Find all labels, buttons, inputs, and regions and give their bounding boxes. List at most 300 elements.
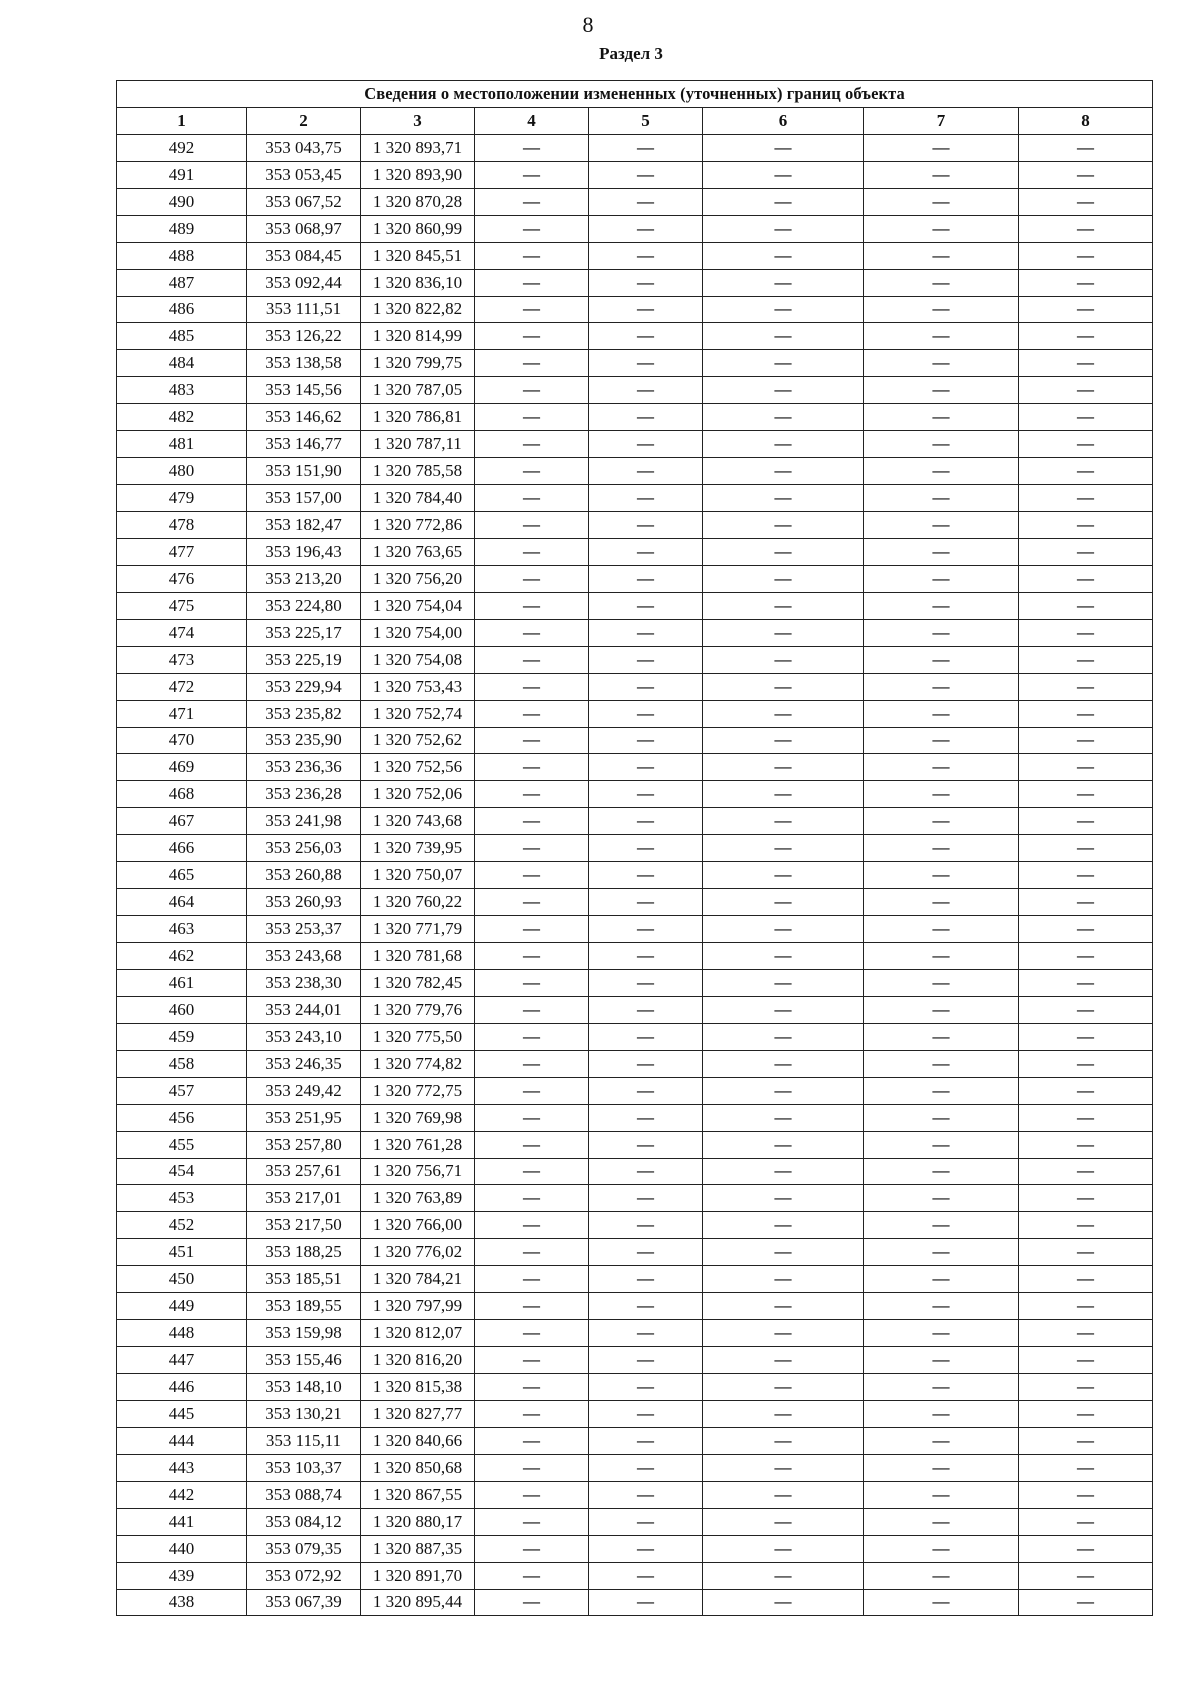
y-coordinate-cell: 1 320 850,68: [361, 1454, 475, 1481]
x-coordinate-cell: 353 235,82: [247, 700, 361, 727]
empty-value-cell-col-6: —: [703, 1508, 864, 1535]
empty-value-cell-col-5: —: [589, 1562, 703, 1589]
empty-value-cell-col-5: —: [589, 242, 703, 269]
empty-value-cell-col-6: —: [703, 485, 864, 512]
point-number-cell: 488: [117, 242, 247, 269]
x-coordinate-cell: 353 111,51: [247, 296, 361, 323]
empty-value-cell-col-8: —: [1019, 1050, 1153, 1077]
empty-value-cell-col-6: —: [703, 1589, 864, 1616]
point-number-cell: 464: [117, 889, 247, 916]
table-row: [117, 485, 1153, 512]
x-coordinate-cell: 353 244,01: [247, 996, 361, 1023]
empty-value-cell-col-5: —: [589, 700, 703, 727]
empty-value-cell-col-4: —: [475, 431, 589, 458]
empty-value-cell-col-5: —: [589, 377, 703, 404]
empty-value-cell-col-8: —: [1019, 916, 1153, 943]
empty-value-cell-col-8: —: [1019, 781, 1153, 808]
empty-value-cell-col-4: —: [475, 134, 589, 161]
empty-value-cell-col-7: —: [864, 269, 1019, 296]
table-row: [117, 835, 1153, 862]
point-number-cell: 444: [117, 1427, 247, 1454]
y-coordinate-cell: 1 320 785,58: [361, 458, 475, 485]
empty-value-cell-col-6: —: [703, 1185, 864, 1212]
empty-value-cell-col-8: —: [1019, 1400, 1153, 1427]
y-coordinate-cell: 1 320 760,22: [361, 889, 475, 916]
empty-value-cell-col-8: —: [1019, 619, 1153, 646]
y-coordinate-cell: 1 320 752,62: [361, 727, 475, 754]
y-coordinate-cell: 1 320 754,04: [361, 592, 475, 619]
empty-value-cell-col-5: —: [589, 646, 703, 673]
page-number: 8: [582, 12, 594, 37]
empty-value-cell-col-7: —: [864, 808, 1019, 835]
empty-value-cell-col-7: —: [864, 161, 1019, 188]
empty-value-cell-col-4: —: [475, 1427, 589, 1454]
point-number-cell: 454: [117, 1158, 247, 1185]
y-coordinate-cell: 1 320 756,20: [361, 565, 475, 592]
empty-value-cell-col-4: —: [475, 1239, 589, 1266]
empty-value-cell-col-7: —: [864, 1589, 1019, 1616]
empty-value-cell-col-8: —: [1019, 161, 1153, 188]
empty-value-cell-col-8: —: [1019, 808, 1153, 835]
empty-value-cell-col-5: —: [589, 323, 703, 350]
x-coordinate-cell: 353 229,94: [247, 673, 361, 700]
x-coordinate-cell: 353 235,90: [247, 727, 361, 754]
x-coordinate-cell: 353 217,01: [247, 1185, 361, 1212]
x-coordinate-cell: 353 138,58: [247, 350, 361, 377]
empty-value-cell-col-8: —: [1019, 269, 1153, 296]
empty-value-cell-col-6: —: [703, 1104, 864, 1131]
y-coordinate-cell: 1 320 766,00: [361, 1212, 475, 1239]
empty-value-cell-col-5: —: [589, 943, 703, 970]
point-number-cell: 481: [117, 431, 247, 458]
x-coordinate-cell: 353 246,35: [247, 1050, 361, 1077]
empty-value-cell-col-6: —: [703, 269, 864, 296]
x-coordinate-cell: 353 146,62: [247, 404, 361, 431]
y-coordinate-cell: 1 320 893,90: [361, 161, 475, 188]
empty-value-cell-col-5: —: [589, 916, 703, 943]
table-row: [117, 1508, 1153, 1535]
empty-value-cell-col-7: —: [864, 1077, 1019, 1104]
x-coordinate-cell: 353 126,22: [247, 323, 361, 350]
column-header-row: [117, 107, 1153, 134]
y-coordinate-cell: 1 320 771,79: [361, 916, 475, 943]
point-number-cell: 491: [117, 161, 247, 188]
empty-value-cell-col-5: —: [589, 350, 703, 377]
point-number-cell: 473: [117, 646, 247, 673]
point-number-cell: 492: [117, 134, 247, 161]
empty-value-cell-col-4: —: [475, 1050, 589, 1077]
empty-value-cell-col-8: —: [1019, 377, 1153, 404]
y-coordinate-cell: 1 320 787,11: [361, 431, 475, 458]
empty-value-cell-col-8: —: [1019, 727, 1153, 754]
y-coordinate-cell: 1 320 753,43: [361, 673, 475, 700]
empty-value-cell-col-5: —: [589, 1104, 703, 1131]
empty-value-cell-col-6: —: [703, 592, 864, 619]
table-row: [117, 1266, 1153, 1293]
empty-value-cell-col-5: —: [589, 485, 703, 512]
empty-value-cell-col-4: —: [475, 1508, 589, 1535]
empty-value-cell-col-7: —: [864, 1212, 1019, 1239]
x-coordinate-cell: 353 236,28: [247, 781, 361, 808]
empty-value-cell-col-6: —: [703, 1481, 864, 1508]
y-coordinate-cell: 1 320 775,50: [361, 1023, 475, 1050]
empty-value-cell-col-4: —: [475, 1266, 589, 1293]
empty-value-cell-col-5: —: [589, 1427, 703, 1454]
table-row: [117, 969, 1153, 996]
empty-value-cell-col-4: —: [475, 808, 589, 835]
empty-value-cell-col-7: —: [864, 1400, 1019, 1427]
table-row: [117, 808, 1153, 835]
empty-value-cell-col-8: —: [1019, 296, 1153, 323]
empty-value-cell-col-6: —: [703, 1050, 864, 1077]
empty-value-cell-col-7: —: [864, 377, 1019, 404]
empty-value-cell-col-4: —: [475, 1131, 589, 1158]
column-header-3: 3: [361, 107, 475, 134]
point-number-cell: 478: [117, 512, 247, 539]
empty-value-cell-col-6: —: [703, 1400, 864, 1427]
y-coordinate-cell: 1 320 891,70: [361, 1562, 475, 1589]
empty-value-cell-col-4: —: [475, 835, 589, 862]
table-row: [117, 1293, 1153, 1320]
point-number-cell: 451: [117, 1239, 247, 1266]
point-number-cell: 445: [117, 1400, 247, 1427]
empty-value-cell-col-7: —: [864, 835, 1019, 862]
empty-value-cell-col-8: —: [1019, 215, 1153, 242]
table-row: [117, 1481, 1153, 1508]
point-number-cell: 462: [117, 943, 247, 970]
empty-value-cell-col-5: —: [589, 781, 703, 808]
x-coordinate-cell: 353 236,36: [247, 754, 361, 781]
empty-value-cell-col-5: —: [589, 1454, 703, 1481]
table-row: [117, 431, 1153, 458]
empty-value-cell-col-6: —: [703, 1427, 864, 1454]
point-number-cell: 441: [117, 1508, 247, 1535]
empty-value-cell-col-6: —: [703, 296, 864, 323]
table-row: [117, 458, 1153, 485]
y-coordinate-cell: 1 320 845,51: [361, 242, 475, 269]
empty-value-cell-col-6: —: [703, 1239, 864, 1266]
empty-value-cell-col-7: —: [864, 1320, 1019, 1347]
empty-value-cell-col-6: —: [703, 1293, 864, 1320]
empty-value-cell-col-6: —: [703, 1158, 864, 1185]
point-number-cell: 468: [117, 781, 247, 808]
table-row: [117, 215, 1153, 242]
empty-value-cell-col-7: —: [864, 1050, 1019, 1077]
empty-value-cell-col-8: —: [1019, 1185, 1153, 1212]
empty-value-cell-col-8: —: [1019, 1481, 1153, 1508]
empty-value-cell-col-7: —: [864, 1185, 1019, 1212]
empty-value-cell-col-6: —: [703, 242, 864, 269]
empty-value-cell-col-6: —: [703, 538, 864, 565]
empty-value-cell-col-8: —: [1019, 700, 1153, 727]
y-coordinate-cell: 1 320 786,81: [361, 404, 475, 431]
x-coordinate-cell: 353 103,37: [247, 1454, 361, 1481]
table-row: [117, 916, 1153, 943]
empty-value-cell-col-8: —: [1019, 1535, 1153, 1562]
empty-value-cell-col-5: —: [589, 404, 703, 431]
table-row: [117, 1023, 1153, 1050]
empty-value-cell-col-7: —: [864, 592, 1019, 619]
empty-value-cell-col-6: —: [703, 377, 864, 404]
empty-value-cell-col-8: —: [1019, 1212, 1153, 1239]
empty-value-cell-col-6: —: [703, 458, 864, 485]
empty-value-cell-col-5: —: [589, 673, 703, 700]
x-coordinate-cell: 353 088,74: [247, 1481, 361, 1508]
empty-value-cell-col-4: —: [475, 996, 589, 1023]
point-number-cell: 459: [117, 1023, 247, 1050]
table-row: [117, 1427, 1153, 1454]
empty-value-cell-col-5: —: [589, 538, 703, 565]
empty-value-cell-col-7: —: [864, 458, 1019, 485]
x-coordinate-cell: 353 053,45: [247, 161, 361, 188]
section-title: Раздел 3: [599, 44, 663, 63]
table-caption: Сведения о местоположении измененных (уточненных) границ объекта: [117, 81, 1153, 108]
empty-value-cell-col-6: —: [703, 969, 864, 996]
empty-value-cell-col-4: —: [475, 404, 589, 431]
empty-value-cell-col-4: —: [475, 188, 589, 215]
point-number-cell: 472: [117, 673, 247, 700]
empty-value-cell-col-5: —: [589, 1185, 703, 1212]
empty-value-cell-col-5: —: [589, 458, 703, 485]
y-coordinate-cell: 1 320 887,35: [361, 1535, 475, 1562]
table-row: [117, 1104, 1153, 1131]
empty-value-cell-col-5: —: [589, 592, 703, 619]
table-row: [117, 727, 1153, 754]
empty-value-cell-col-5: —: [589, 1535, 703, 1562]
y-coordinate-cell: 1 320 784,40: [361, 485, 475, 512]
x-coordinate-cell: 353 084,12: [247, 1508, 361, 1535]
point-number-cell: 438: [117, 1589, 247, 1616]
point-number-cell: 449: [117, 1293, 247, 1320]
empty-value-cell-col-7: —: [864, 1023, 1019, 1050]
empty-value-cell-col-7: —: [864, 916, 1019, 943]
table-row: [117, 592, 1153, 619]
table-row: [117, 242, 1153, 269]
table-row: [117, 1077, 1153, 1104]
table-body: [117, 134, 1153, 1616]
y-coordinate-cell: 1 320 822,82: [361, 296, 475, 323]
point-number-cell: 471: [117, 700, 247, 727]
y-coordinate-cell: 1 320 781,68: [361, 943, 475, 970]
empty-value-cell-col-4: —: [475, 1589, 589, 1616]
point-number-cell: 475: [117, 592, 247, 619]
y-coordinate-cell: 1 320 893,71: [361, 134, 475, 161]
empty-value-cell-col-8: —: [1019, 969, 1153, 996]
point-number-cell: 487: [117, 269, 247, 296]
y-coordinate-cell: 1 320 763,65: [361, 538, 475, 565]
empty-value-cell-col-8: —: [1019, 943, 1153, 970]
empty-value-cell-col-5: —: [589, 1374, 703, 1401]
y-coordinate-cell: 1 320 776,02: [361, 1239, 475, 1266]
point-number-cell: 456: [117, 1104, 247, 1131]
empty-value-cell-col-4: —: [475, 1481, 589, 1508]
empty-value-cell-col-6: —: [703, 673, 864, 700]
empty-value-cell-col-6: —: [703, 835, 864, 862]
point-number-cell: 480: [117, 458, 247, 485]
y-coordinate-cell: 1 320 814,99: [361, 323, 475, 350]
empty-value-cell-col-7: —: [864, 1562, 1019, 1589]
empty-value-cell-col-4: —: [475, 1347, 589, 1374]
empty-value-cell-col-5: —: [589, 296, 703, 323]
empty-value-cell-col-7: —: [864, 404, 1019, 431]
empty-value-cell-col-7: —: [864, 1239, 1019, 1266]
x-coordinate-cell: 353 224,80: [247, 592, 361, 619]
empty-value-cell-col-6: —: [703, 862, 864, 889]
point-number-cell: 446: [117, 1374, 247, 1401]
empty-value-cell-col-7: —: [864, 565, 1019, 592]
empty-value-cell-col-7: —: [864, 1374, 1019, 1401]
y-coordinate-cell: 1 320 772,86: [361, 512, 475, 539]
y-coordinate-cell: 1 320 761,28: [361, 1131, 475, 1158]
empty-value-cell-col-8: —: [1019, 889, 1153, 916]
empty-value-cell-col-5: —: [589, 1212, 703, 1239]
empty-value-cell-col-8: —: [1019, 1320, 1153, 1347]
empty-value-cell-col-8: —: [1019, 323, 1153, 350]
y-coordinate-cell: 1 320 752,06: [361, 781, 475, 808]
table-row: [117, 862, 1153, 889]
empty-value-cell-col-8: —: [1019, 673, 1153, 700]
table-row: [117, 404, 1153, 431]
empty-value-cell-col-6: —: [703, 916, 864, 943]
x-coordinate-cell: 353 157,00: [247, 485, 361, 512]
empty-value-cell-col-8: —: [1019, 512, 1153, 539]
empty-value-cell-col-5: —: [589, 1050, 703, 1077]
empty-value-cell-col-5: —: [589, 727, 703, 754]
point-number-cell: 442: [117, 1481, 247, 1508]
empty-value-cell-col-7: —: [864, 350, 1019, 377]
x-coordinate-cell: 353 249,42: [247, 1077, 361, 1104]
empty-value-cell-col-4: —: [475, 1023, 589, 1050]
point-number-cell: 457: [117, 1077, 247, 1104]
empty-value-cell-col-7: —: [864, 431, 1019, 458]
x-coordinate-cell: 353 256,03: [247, 835, 361, 862]
point-number-cell: 439: [117, 1562, 247, 1589]
x-coordinate-cell: 353 253,37: [247, 916, 361, 943]
table-row: [117, 1131, 1153, 1158]
y-coordinate-cell: 1 320 840,66: [361, 1427, 475, 1454]
point-number-cell: 474: [117, 619, 247, 646]
empty-value-cell-col-7: —: [864, 1293, 1019, 1320]
empty-value-cell-col-7: —: [864, 1481, 1019, 1508]
empty-value-cell-col-4: —: [475, 1454, 589, 1481]
table-row: [117, 619, 1153, 646]
x-coordinate-cell: 353 257,61: [247, 1158, 361, 1185]
point-number-cell: 470: [117, 727, 247, 754]
table-row: [117, 781, 1153, 808]
table-row: [117, 1562, 1153, 1589]
y-coordinate-cell: 1 320 774,82: [361, 1050, 475, 1077]
empty-value-cell-col-6: —: [703, 1266, 864, 1293]
empty-value-cell-col-5: —: [589, 1158, 703, 1185]
table-row: [117, 1185, 1153, 1212]
empty-value-cell-col-8: —: [1019, 565, 1153, 592]
empty-value-cell-col-6: —: [703, 188, 864, 215]
point-number-cell: 447: [117, 1347, 247, 1374]
empty-value-cell-col-6: —: [703, 512, 864, 539]
empty-value-cell-col-4: —: [475, 377, 589, 404]
empty-value-cell-col-5: —: [589, 565, 703, 592]
empty-value-cell-col-4: —: [475, 296, 589, 323]
x-coordinate-cell: 353 243,10: [247, 1023, 361, 1050]
empty-value-cell-col-6: —: [703, 215, 864, 242]
empty-value-cell-col-8: —: [1019, 592, 1153, 619]
empty-value-cell-col-5: —: [589, 808, 703, 835]
empty-value-cell-col-8: —: [1019, 1293, 1153, 1320]
empty-value-cell-col-8: —: [1019, 404, 1153, 431]
empty-value-cell-col-8: —: [1019, 1023, 1153, 1050]
empty-value-cell-col-5: —: [589, 1131, 703, 1158]
empty-value-cell-col-5: —: [589, 188, 703, 215]
x-coordinate-cell: 353 225,19: [247, 646, 361, 673]
empty-value-cell-col-4: —: [475, 538, 589, 565]
y-coordinate-cell: 1 320 750,07: [361, 862, 475, 889]
column-header-1: 1: [117, 107, 247, 134]
empty-value-cell-col-6: —: [703, 646, 864, 673]
empty-value-cell-col-4: —: [475, 592, 589, 619]
empty-value-cell-col-4: —: [475, 969, 589, 996]
empty-value-cell-col-8: —: [1019, 350, 1153, 377]
y-coordinate-cell: 1 320 743,68: [361, 808, 475, 835]
empty-value-cell-col-6: —: [703, 781, 864, 808]
x-coordinate-cell: 353 189,55: [247, 1293, 361, 1320]
empty-value-cell-col-5: —: [589, 1347, 703, 1374]
empty-value-cell-col-6: —: [703, 889, 864, 916]
empty-value-cell-col-6: —: [703, 996, 864, 1023]
table-row: [117, 1400, 1153, 1427]
coordinates-table: [116, 80, 1153, 1616]
column-header-8: 8: [1019, 107, 1153, 134]
point-number-cell: 450: [117, 1266, 247, 1293]
empty-value-cell-col-6: —: [703, 1320, 864, 1347]
empty-value-cell-col-4: —: [475, 1535, 589, 1562]
empty-value-cell-col-4: —: [475, 512, 589, 539]
table-row: [117, 996, 1153, 1023]
table-row: [117, 1050, 1153, 1077]
x-coordinate-cell: 353 067,52: [247, 188, 361, 215]
empty-value-cell-col-4: —: [475, 619, 589, 646]
point-number-cell: 458: [117, 1050, 247, 1077]
empty-value-cell-col-5: —: [589, 1266, 703, 1293]
empty-value-cell-col-8: —: [1019, 1454, 1153, 1481]
table-row: [117, 269, 1153, 296]
empty-value-cell-col-7: —: [864, 134, 1019, 161]
table-row: [117, 673, 1153, 700]
empty-value-cell-col-5: —: [589, 835, 703, 862]
empty-value-cell-col-7: —: [864, 296, 1019, 323]
empty-value-cell-col-6: —: [703, 808, 864, 835]
y-coordinate-cell: 1 320 787,05: [361, 377, 475, 404]
table-row: [117, 1320, 1153, 1347]
empty-value-cell-col-8: —: [1019, 646, 1153, 673]
table-row: [117, 323, 1153, 350]
empty-value-cell-col-8: —: [1019, 1104, 1153, 1131]
y-coordinate-cell: 1 320 782,45: [361, 969, 475, 996]
empty-value-cell-col-6: —: [703, 1347, 864, 1374]
point-number-cell: 443: [117, 1454, 247, 1481]
x-coordinate-cell: 353 072,92: [247, 1562, 361, 1589]
empty-value-cell-col-4: —: [475, 1077, 589, 1104]
empty-value-cell-col-4: —: [475, 862, 589, 889]
point-number-cell: 453: [117, 1185, 247, 1212]
empty-value-cell-col-5: —: [589, 969, 703, 996]
y-coordinate-cell: 1 320 827,77: [361, 1400, 475, 1427]
point-number-cell: 479: [117, 485, 247, 512]
x-coordinate-cell: 353 257,80: [247, 1131, 361, 1158]
x-coordinate-cell: 353 260,88: [247, 862, 361, 889]
empty-value-cell-col-7: —: [864, 754, 1019, 781]
empty-value-cell-col-7: —: [864, 188, 1019, 215]
empty-value-cell-col-8: —: [1019, 996, 1153, 1023]
